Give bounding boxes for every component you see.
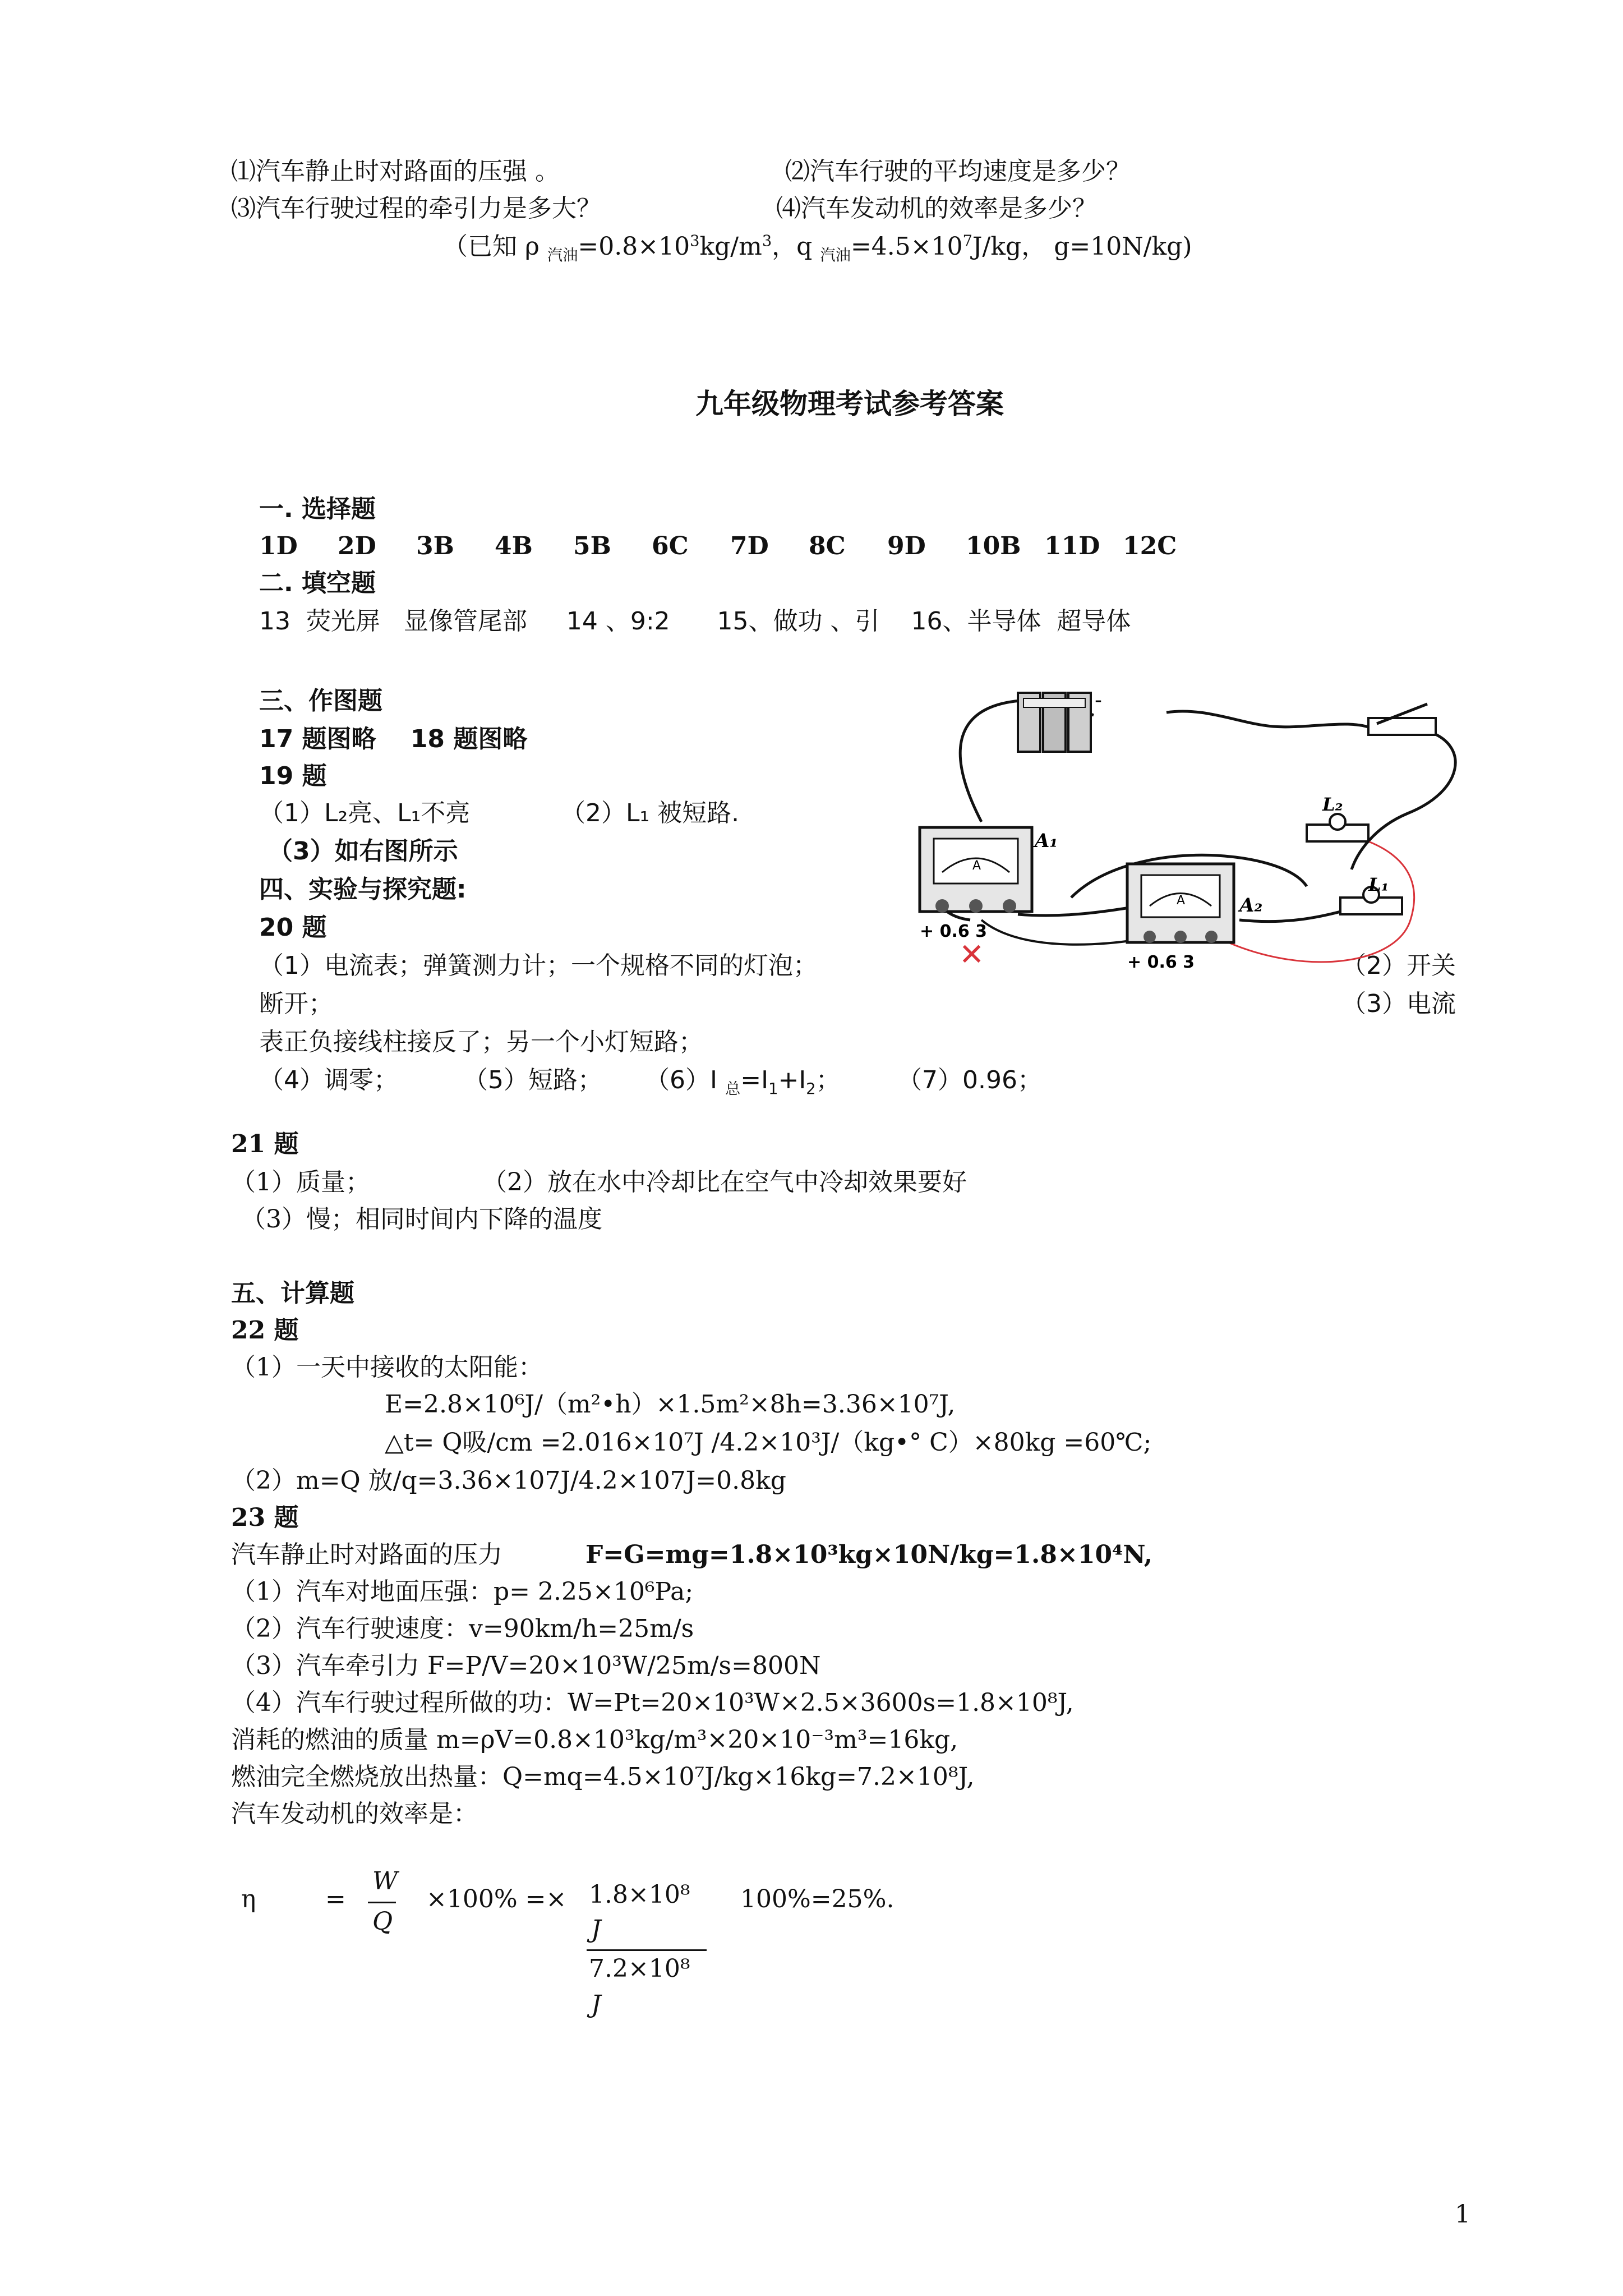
q19-answer-3: （3）如右图所示: [268, 837, 458, 866]
section-4-heading: 四、实验与探究题:: [259, 875, 467, 904]
a1-meter-a: A: [972, 859, 981, 873]
fill-blank-answers: 13 荧光屏 显像管尾部 14 、9:2 15、做功 、引 16、半导体 超导体: [259, 607, 1131, 636]
label-l2: L₂: [1322, 794, 1343, 815]
a2-meter-a: A: [1177, 894, 1186, 908]
q20-answer-2-cont: 断开；: [259, 990, 333, 1018]
q23-answer-5: 消耗的燃油的质量 m=ρV=0.8×10³kg/m³×20×10⁻³m³=16kg,: [231, 1726, 958, 1754]
q19-label: 19 题: [259, 762, 327, 790]
q23-answer-2: （2）汽车行驶速度：v=90km/h=25m/s: [231, 1614, 694, 1643]
question-3: ⑶汽车行驶过程的牵引力是多大？: [231, 194, 601, 223]
section-3-heading: 三、作图题: [259, 687, 382, 715]
q23-force-label: 汽车静止时对路面的压力: [231, 1540, 502, 1569]
answer-item: 3B: [416, 532, 454, 560]
denominator-unit: J: [591, 1990, 601, 2019]
answer-item: 1D: [259, 532, 298, 560]
q20-answer-4: （4）调零；: [259, 1066, 398, 1094]
q23-answer-4: （4）汽车行驶过程所做的功：W=Pt=20×10³W×2.5×3600s=1.8×10⁸J,: [231, 1688, 1074, 1717]
q23-answer-6: 燃油完全燃烧放出热量：Q=mq=4.5×10⁷J/kg×16kg=7.2×10⁸J,: [231, 1763, 975, 1791]
value-fraction-bar: [587, 1949, 707, 1951]
q17-18-answer: 17 题图略 18 题图略: [259, 725, 528, 753]
q20-answer-3: （3）电流: [1341, 990, 1456, 1018]
q21-answer-2: （2）放在水中冷却比在空气中冷却效果要好: [482, 1168, 967, 1197]
page-title: 九年级物理考试参考答案: [695, 387, 1004, 420]
label-a1: A₁: [1035, 830, 1058, 852]
a2-terminals: + 0.6 3: [1127, 953, 1195, 972]
question-1: ⑴汽车静止时对路面的压强 。: [231, 157, 560, 186]
a1-terminals: + 0.6 3: [920, 922, 988, 941]
section-1-heading: 一. 选择题: [259, 495, 376, 523]
q20-answer-3-cont: 表正负接线柱接反了；另一个小灯短路；: [259, 1028, 703, 1056]
fraction-numerator: W: [372, 1867, 398, 1895]
q20-answer-7: （7）0.96；: [897, 1066, 1042, 1094]
q20-answer-2: （2）开关: [1341, 951, 1456, 980]
wire-top-right: [1166, 711, 1374, 729]
red-cross-mark: ✕: [959, 937, 985, 972]
q22-answer-2: （2）m=Q 放/q=3.36×107J/4.2×107J=0.8kg: [231, 1466, 786, 1495]
question-4: ⑷汽车发动机的效率是多少？: [776, 194, 1097, 223]
page-number: 1: [1455, 2200, 1470, 2229]
efficiency-result: 100%=25%.: [740, 1885, 895, 1913]
battery-icon: [1018, 693, 1091, 752]
answer-item: 7D: [730, 532, 769, 560]
known-values: （已知 ρ $_{汽油}=0.8\times 10^3kg/m^3$，q $_{汽油}=4.5\times 10^7J/kg$， g=10N/kg): [443, 232, 1192, 264]
multiple-choice-answers: [259, 531, 1201, 562]
label-a2: A₂: [1239, 894, 1263, 917]
q23-answer-7: 汽车发动机的效率是：: [231, 1800, 478, 1828]
equals-sign: =: [325, 1885, 346, 1913]
answer-item: 6C: [652, 532, 689, 560]
q20-answer-1: （1）电流表；弹簧测力计；一个规格不同的灯泡；: [259, 951, 818, 980]
answer-item: 9D: [887, 532, 926, 560]
times-percent: ×100% =×: [426, 1885, 567, 1913]
q20-label: 20 题: [259, 913, 327, 942]
q21-answer-1: （1）质量；: [231, 1168, 370, 1197]
circuit-diagram: [903, 684, 1514, 1032]
answer-item: 2D: [338, 532, 376, 560]
answer-item: 10B: [966, 532, 1021, 560]
wire-bottom: [981, 920, 1138, 945]
answer-item: 5B: [573, 532, 611, 560]
answer-item: 8C: [809, 532, 846, 560]
numerator-unit: J: [591, 1915, 601, 1944]
q22-temperature: △t= Q吸/cm =2.016×10⁷J /4.2×10³J/（kg•° C）×80kg =60℃;: [385, 1428, 1152, 1457]
eta-symbol: η: [241, 1885, 256, 1913]
wire-right: [1352, 732, 1455, 869]
q23-answer-3: （3）汽车牵引力 F=P/V=20×10³W/25m/s=800N: [231, 1651, 821, 1680]
answer-item: 4B: [495, 532, 533, 560]
answer-item: 12C: [1123, 532, 1177, 560]
q21-label: 21 题: [231, 1130, 299, 1158]
q22-answer-1: （1）一天中接收的太阳能：: [231, 1353, 543, 1382]
label-l1: L₁: [1368, 874, 1389, 895]
numerator-value: 1.8×10⁸: [589, 1880, 690, 1909]
fraction-bar: [368, 1902, 396, 1903]
section-5-heading: 五、计算题: [231, 1279, 354, 1308]
section-2-heading: 二. 填空题: [259, 569, 376, 597]
q23-answer-1: （1）汽车对地面压强：p= 2.25×10⁶Pa;: [231, 1577, 694, 1606]
fraction-denominator: Q: [372, 1907, 393, 1936]
q23-label: 23 题: [231, 1503, 299, 1532]
q22-energy: E=2.8×10⁶J/（m²•h）×1.5m²×8h=3.36×10⁷J,: [385, 1390, 956, 1419]
q19-answer-1: （1）L₂亮、L₁不亮: [259, 799, 471, 827]
q23-force: F=G=mg=1.8×10³kg×10N/kg=1.8×10⁴N,: [585, 1540, 1153, 1569]
q21-answer-3: （3）慢；相同时间内下降的温度: [241, 1205, 602, 1234]
battery-minus: -: [1095, 689, 1102, 712]
denominator-value: 7.2×10⁸: [589, 1954, 690, 1983]
switch-icon: [1368, 704, 1436, 735]
question-2: ⑵汽车行驶的平均速度是多少？: [785, 157, 1131, 186]
answer-item: 11D: [1044, 532, 1100, 560]
q20-answer-6: （6）I $_总=I_1+I_2$；: [645, 1066, 841, 1098]
q20-answer-5: （5）短路；: [463, 1066, 602, 1094]
q22-label: 22 题: [231, 1316, 299, 1345]
q19-answer-2: （2）L₁ 被短路.: [561, 799, 740, 827]
bulb-l2-icon: [1307, 814, 1368, 841]
